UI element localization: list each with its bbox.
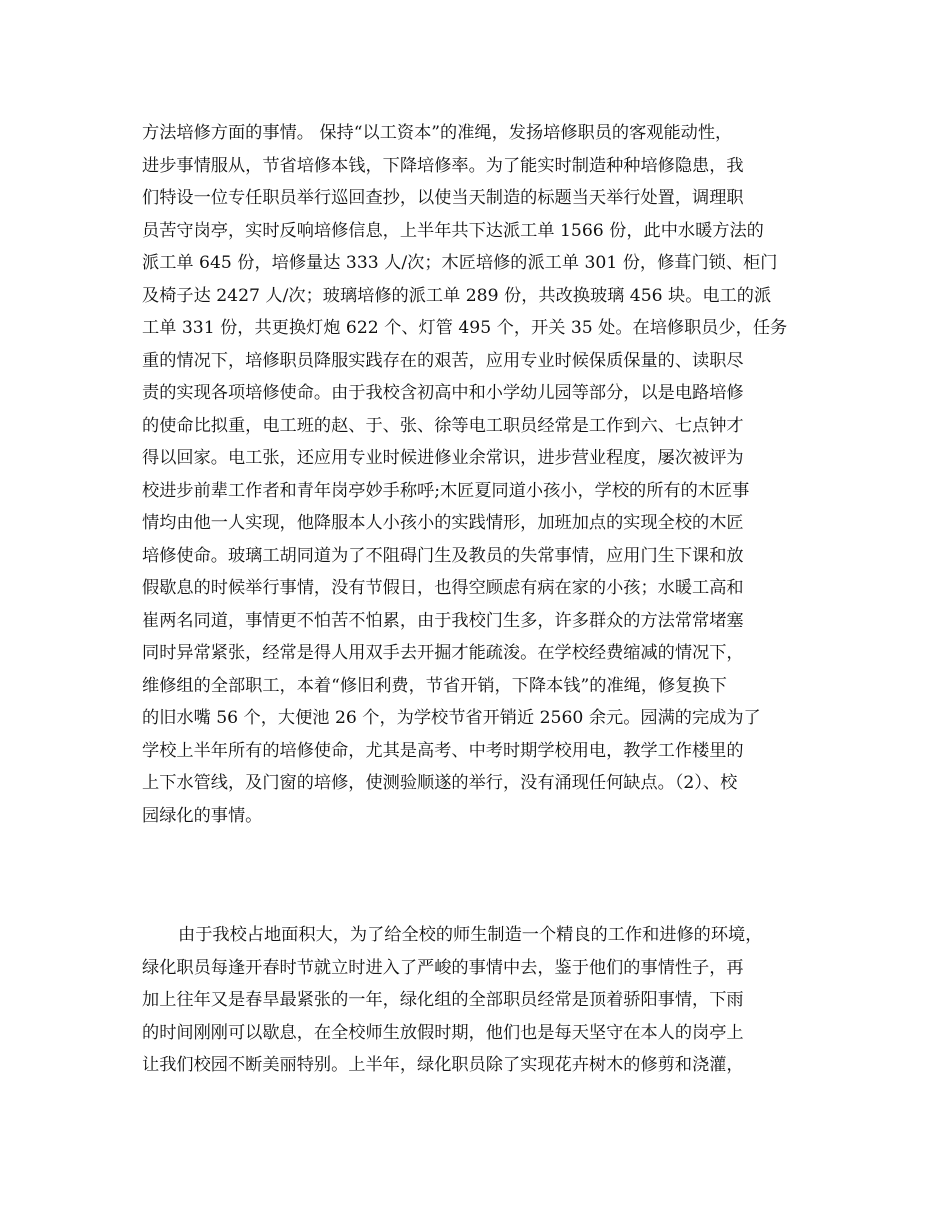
text-line: 维修组的全部职工，本着“修旧利费，节省开销，下降本钱”的准绳，修复换下: [142, 675, 727, 696]
text-line: 的时间刚刚可以歇息，在全校师生放假时期，他们也是每天坚守在本人的岗亭上: [142, 1022, 744, 1043]
text-line: 园绿化的事情。: [142, 805, 263, 826]
text-line: 们特设一位专任职员举行巡回查抄，以使当天制造的标题当天举行处置，调理职: [142, 188, 744, 208]
text-line: 方法培修方面的事情。 保持“以工资本”的准绳，发扬培修职员的客观能动性，: [142, 123, 733, 143]
text-line: 责的实现各项培修使命。由于我校含初高中和小学幼儿园等部分，以是电路培修: [142, 383, 744, 403]
paragraph-maintenance: [142, 117, 822, 832]
text-line: 的旧水嘴 56 个，大便池 26 个，为学校节省开销近 2560 余元。园满的完成为了: [142, 708, 761, 728]
text-line: 得以回家。电工张，还应用专业时候进修业余常识，进步营业程度，屡次被评为: [142, 448, 744, 468]
text-line: 加上往年又是春旱最紧张的一年，绿化组的全部职员经常是顶着骄阳事情，下雨: [142, 990, 744, 1010]
text-line: 校进步前辈工作者和青年岗亭妙手称呼;木匠夏同道小孩小，学校的所有的木匠事: [142, 480, 750, 501]
text-line: 工单 331 份，共更换灯炮 622 个、灯管 495 个，开关 35 处。在培修职员少，任务: [142, 318, 788, 338]
text-line: 绿化职员每逢开春时节就立时进入了严峻的事情中去，鉴于他们的事情性子，再: [142, 957, 744, 978]
text-line: 培修使命。玻璃工胡同道为了不阻碍门生及教员的失常事情，应用门生下课和放: [142, 545, 744, 566]
text-line: 让我们校园不断美丽特别。上半年，绿化职员除了实现花卉树木的修剪和浇灌，: [142, 1055, 744, 1075]
text-line: 及椅子达 2427 人/次；玻璃培修的派工单 289 份，共改换玻璃 456 块。电工的派: [142, 285, 772, 306]
text-line: 由于我校占地面积大，为了给全校的师生制造一个精良的工作和进修的环境，: [178, 925, 763, 945]
text-line: 上下水管线，及门窗的培修，使测验顺遂的举行，没有涌现任何缺点。（2）、校: [142, 773, 738, 793]
text-line: 员苦守岗亭，实时反响培修信息，上半年共下达派工单 1566 份，此中水暖方法的: [142, 220, 764, 241]
text-line: 假歇息的时候举行事情，没有节假日，也得空顾虑有病在家的小孩；水暖工高和: [142, 578, 744, 598]
text-line: 同时异常紧张，经常是得人用双手去开掘才能疏浚。在学校经费缩减的情况下，: [142, 643, 744, 663]
paragraph-greening: [142, 919, 822, 1082]
text-line: 学校上半年所有的培修使命，尤其是高考、中考时期学校用电，教学工作楼里的: [142, 740, 744, 761]
text-line: 重的情况下，培修职员降服实践存在的艰苦，应用专业时候保质保量的、读职尽: [142, 350, 744, 371]
text-line: 崔两名同道，事情更不怕苦不怕累，由于我校门生多，许多群众的方法常常堵塞: [142, 610, 744, 631]
text-line: 进步事情服从，节省培修本钱，下降培修率。为了能实时制造种种培修隐患，我: [142, 155, 744, 176]
text-line: 派工单 645 份，培修量达 333 人/次；木匠培修的派工单 301 份，修葺门锁、柜门: [142, 253, 778, 273]
text-line: 的使命比拟重，电工班的赵、于、张、徐等电工职员经常是工作到六、七点钟才: [142, 415, 744, 436]
text-line: 情均由他一人实现，他降服本人小孩小的实践情形，加班加点的实现全校的木匠: [142, 513, 744, 533]
